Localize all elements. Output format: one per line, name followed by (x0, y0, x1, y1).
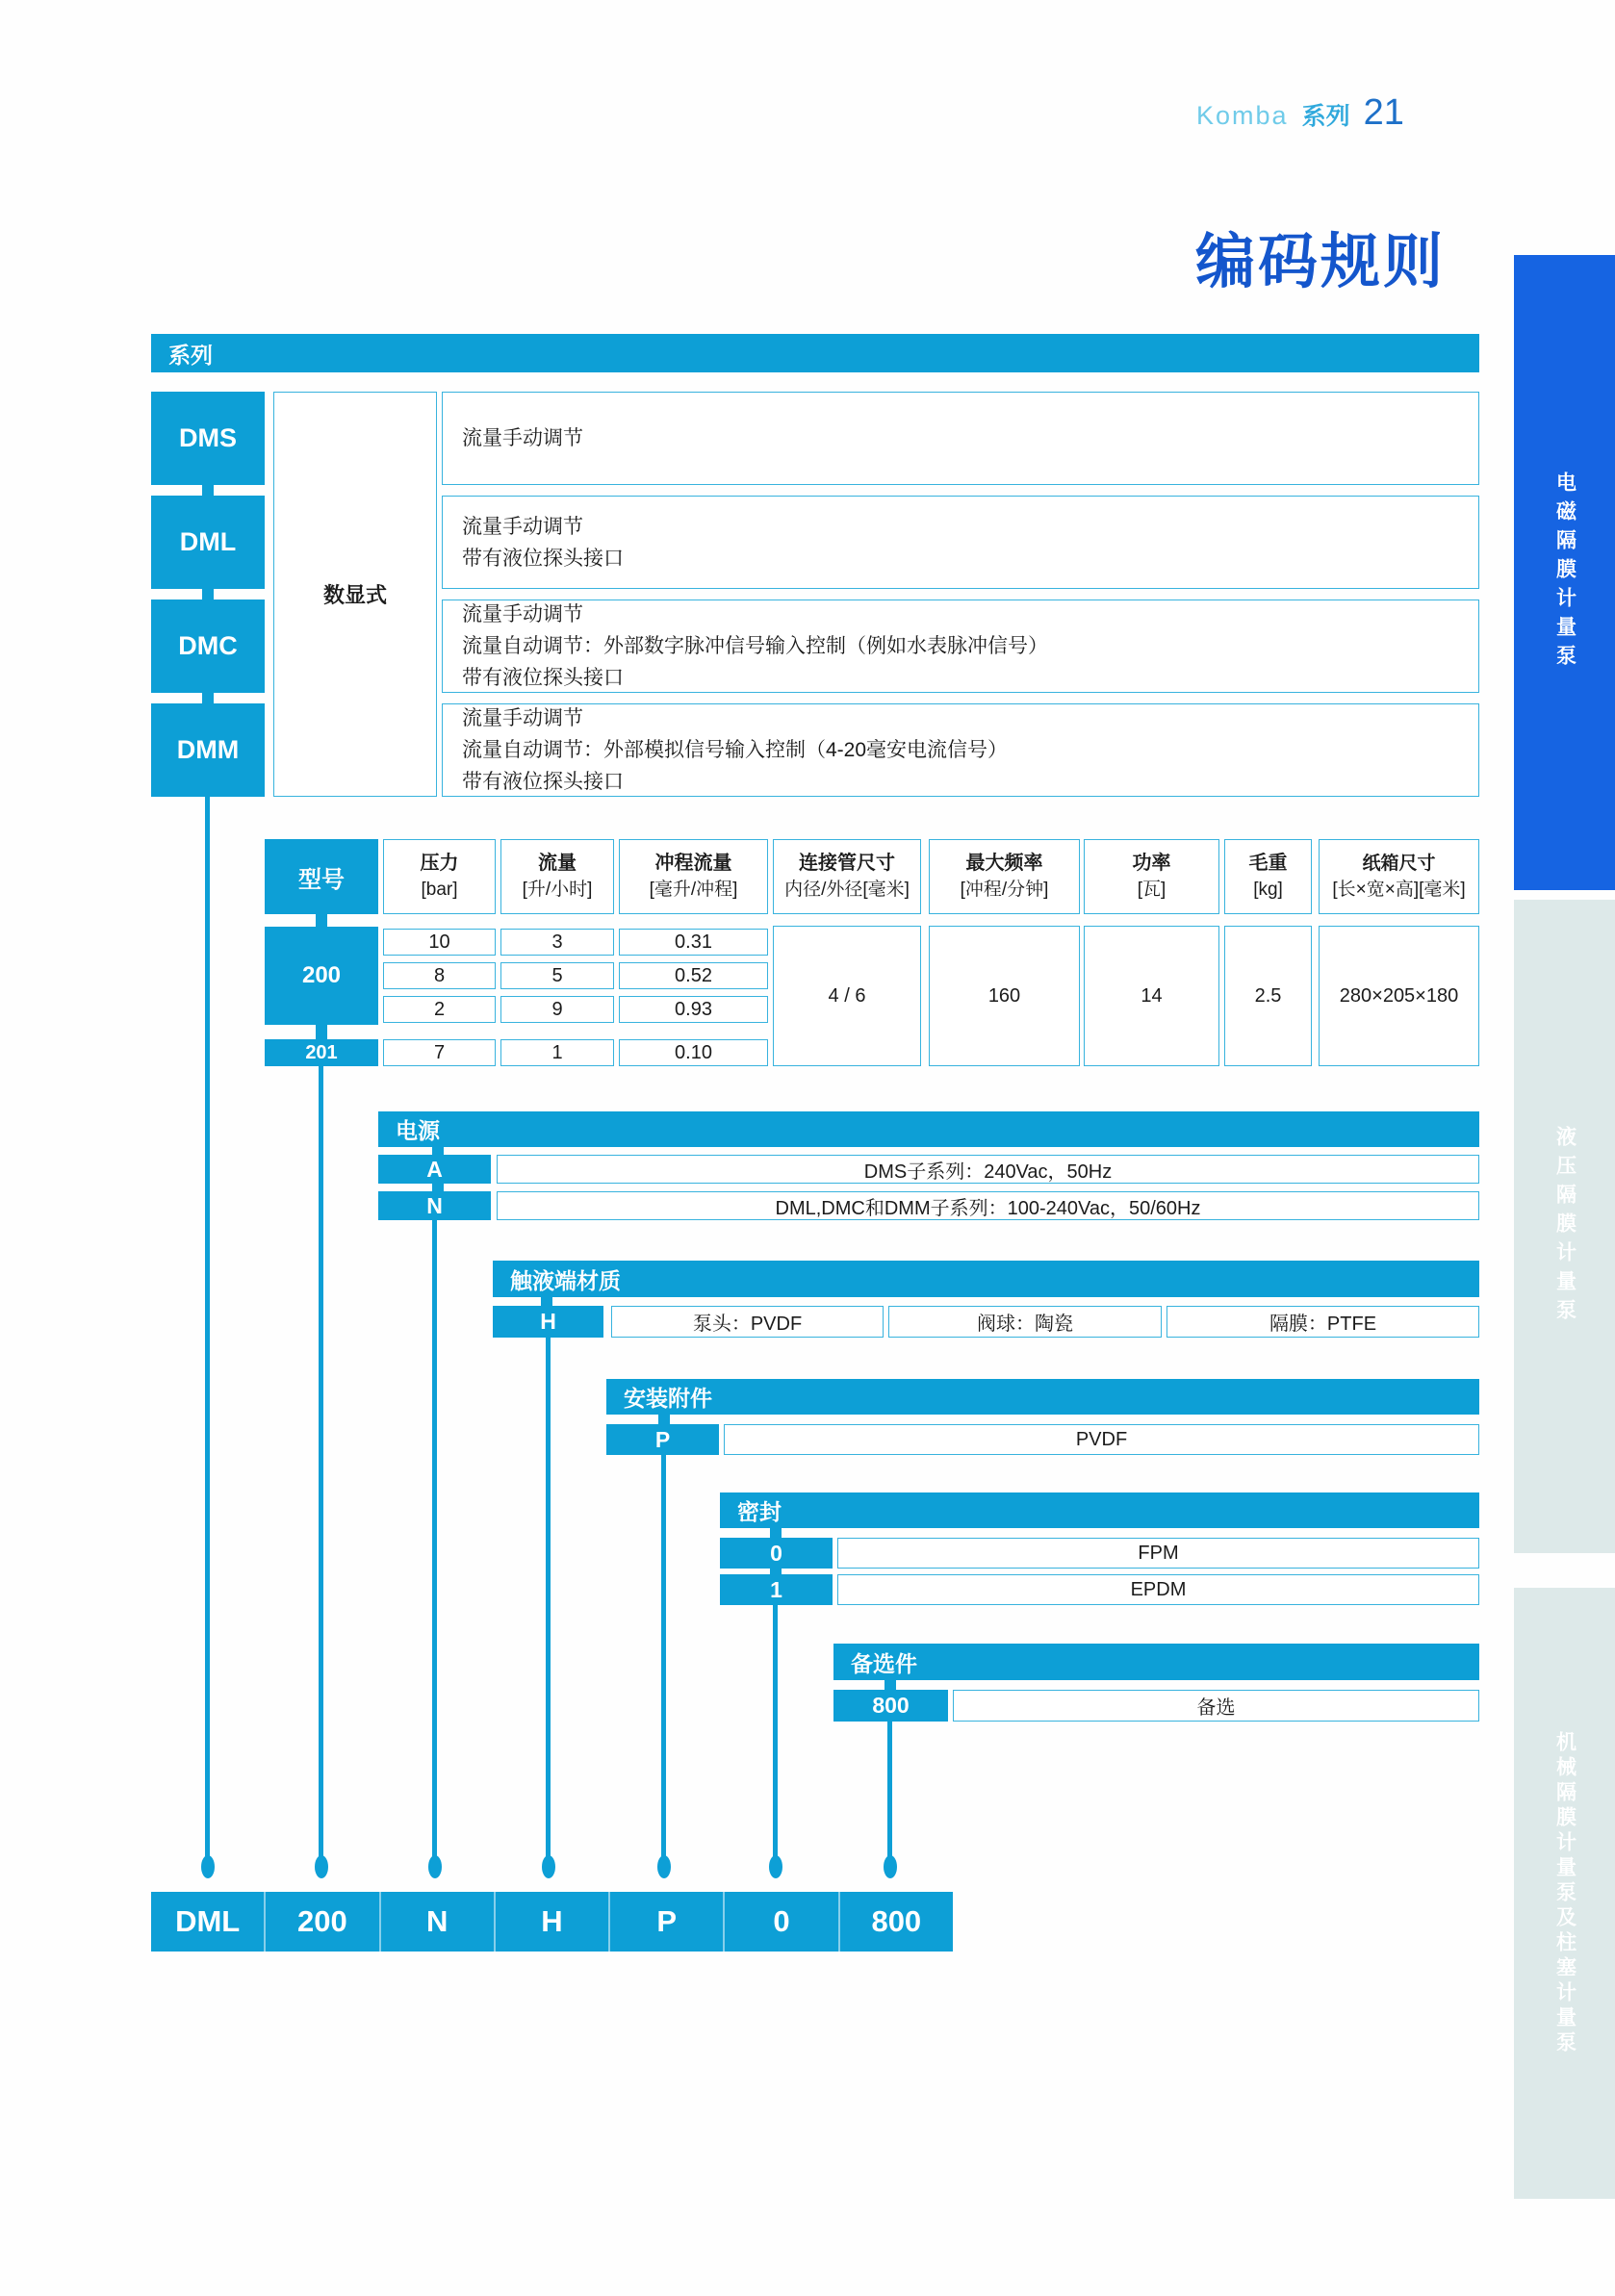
series-desc-dml (442, 496, 1479, 589)
cell-max-frequency: 160 (929, 926, 1080, 1066)
cell-stroke: 0.31 (619, 929, 768, 956)
cell-power: 14 (1084, 926, 1219, 1066)
mounting-value: PVDF (724, 1424, 1479, 1455)
seal-code-1: 1 (720, 1574, 833, 1605)
series-connector-notch (202, 693, 214, 703)
cell-pressure: 2 (383, 996, 496, 1023)
power-section-bar (378, 1111, 1479, 1147)
mounting-code-p: P (606, 1424, 719, 1455)
code-segment-options: 800 (838, 1892, 953, 1952)
col-unit: [冲程/分钟] (960, 880, 1049, 900)
connector-dot (769, 1855, 782, 1878)
power-code-a: A (378, 1155, 491, 1184)
series-code-dml: DML (151, 496, 265, 589)
seal-code-0: 0 (720, 1538, 833, 1569)
col-unit: [bar] (421, 880, 458, 900)
col-name: 流量 (538, 853, 577, 874)
spec-col-pipe (773, 839, 921, 914)
code-segment-material: H (494, 1892, 608, 1952)
power-connector-notch (432, 1147, 444, 1155)
cell-stroke: 0.10 (619, 1039, 768, 1066)
desc-line: 流量手动调节 (462, 603, 583, 625)
desc-line: 带有液位探头接口 (462, 771, 624, 793)
cell-flow: 5 (500, 962, 614, 989)
desc-line: 流量手动调节 (462, 515, 583, 538)
series-code-dmm: DMM (151, 703, 265, 797)
options-section-bar (833, 1644, 1479, 1680)
cell-stroke: 0.52 (619, 962, 768, 989)
mounting-section-bar (606, 1379, 1479, 1415)
page-number: 21 (1363, 92, 1404, 133)
power-connector-notch (432, 1184, 444, 1191)
connector-line-power (432, 1220, 437, 1872)
seal-section-bar (720, 1492, 1479, 1528)
series-desc-dmm (442, 703, 1479, 797)
code-segment-model: 200 (264, 1892, 378, 1952)
spec-model-200: 200 (265, 927, 378, 1025)
seal-section-label: 密封 (737, 1499, 782, 1524)
options-section-label: 备选件 (851, 1650, 917, 1676)
col-unit: 内径/外径[毫米] (784, 880, 910, 900)
cell-flow: 9 (500, 996, 614, 1023)
spec-col-flow (500, 839, 614, 914)
cell-pressure: 8 (383, 962, 496, 989)
spec-col-freq (929, 839, 1080, 914)
spec-col-weight (1224, 839, 1312, 914)
material-diaphragm: 隔膜：PTFE (1166, 1306, 1479, 1338)
spec-col-power (1084, 839, 1219, 914)
col-name: 毛重 (1248, 853, 1288, 874)
cell-pipe-size: 4 / 6 (773, 926, 921, 1066)
model-connector-notch (316, 914, 327, 927)
desc-line: 流量手动调节 (462, 427, 583, 449)
brand-name: Komba (1196, 101, 1289, 130)
connector-line-seal (773, 1605, 778, 1872)
material-section-bar (493, 1261, 1479, 1297)
options-connector-notch (884, 1680, 896, 1690)
spec-col-pressure (383, 839, 496, 914)
connector-line-mounting (661, 1455, 666, 1872)
seal-connector-notch (770, 1528, 782, 1538)
desc-line: 流量自动调节：外部数字脉冲信号输入控制（例如水表脉冲信号） (462, 635, 1048, 657)
series-desc-dmc (442, 600, 1479, 693)
material-valve-ball: 阀球：陶瓷 (888, 1306, 1162, 1338)
power-value-n: DML,DMC和DMM子系列：100-240Vac，50/60Hz (497, 1191, 1479, 1220)
col-unit: [长×宽×高][毫米] (1332, 880, 1466, 900)
page-header (1196, 92, 1404, 134)
seal-value-epdm: EPDM (837, 1574, 1479, 1605)
display-type-cell: 数显式 (273, 392, 437, 797)
connector-dot (657, 1855, 671, 1878)
desc-line: 流量手动调节 (462, 707, 583, 729)
col-name: 最大频率 (965, 853, 1043, 874)
series-section-bar (151, 334, 1479, 372)
mounting-connector-notch (658, 1415, 670, 1424)
cell-pressure: 7 (383, 1039, 496, 1066)
spec-model-201: 201 (265, 1039, 378, 1066)
model-connector-notch (316, 1025, 327, 1039)
sidebar-tab-hydraulic-diaphragm-pumps: 液压隔膜计量泵 (1514, 900, 1615, 1553)
series-connector-notch (202, 485, 214, 496)
material-code-h: H (493, 1306, 603, 1338)
sidebar-tab-mechanical-plunger-pumps: 机械隔膜计量泵及柱塞计量泵 (1514, 1588, 1615, 2199)
spec-model-header: 型号 (265, 839, 378, 914)
code-segment-power: N (379, 1892, 494, 1952)
brand-suffix: 系列 (1301, 103, 1350, 130)
cell-stroke: 0.93 (619, 996, 768, 1023)
desc-line: 带有液位探头接口 (462, 547, 624, 570)
mounting-section-label: 安装附件 (624, 1386, 712, 1411)
cell-carton-size: 280×205×180 (1319, 926, 1479, 1066)
connector-dot (428, 1855, 442, 1878)
col-unit: [升/小时] (522, 880, 593, 900)
col-name: 冲程流量 (654, 853, 732, 874)
connector-line-options (887, 1722, 892, 1872)
spec-col-stroke (619, 839, 768, 914)
col-unit: [毫升/冲程] (649, 880, 738, 900)
series-desc-dms (442, 392, 1479, 485)
sidebar-tab-solenoid-diaphragm-pumps: 电磁隔膜计量泵 (1514, 255, 1615, 890)
connector-line-series (205, 797, 210, 1872)
col-unit: [kg] (1253, 880, 1283, 900)
desc-line: 带有液位探头接口 (462, 667, 624, 689)
cell-flow: 1 (500, 1039, 614, 1066)
col-name: 压力 (420, 853, 459, 874)
col-name: 功率 (1132, 853, 1171, 874)
code-segment-mounting: P (608, 1892, 723, 1952)
power-code-n: N (378, 1191, 491, 1220)
col-name: 连接管尺寸 (799, 853, 895, 874)
cell-flow: 3 (500, 929, 614, 956)
code-segment-seal: 0 (723, 1892, 837, 1952)
connector-dot (315, 1855, 328, 1878)
material-section-label: 触液端材质 (510, 1267, 621, 1293)
spec-col-carton (1319, 839, 1479, 914)
col-name: 纸箱尺寸 (1362, 854, 1436, 874)
desc-line: 流量自动调节：外部模拟信号输入控制（4-20毫安电流信号） (462, 739, 1009, 761)
connector-dot (542, 1855, 555, 1878)
options-code-800: 800 (833, 1690, 948, 1722)
model-code-bar (151, 1892, 953, 1952)
series-code-dms: DMS (151, 392, 265, 485)
seal-value-fpm: FPM (837, 1538, 1479, 1569)
options-value: 备选 (953, 1690, 1479, 1722)
code-segment-series: DML (175, 1904, 241, 1938)
connector-dot (884, 1855, 897, 1878)
connector-dot (201, 1855, 215, 1878)
series-code-dmc: DMC (151, 600, 265, 693)
series-section-label: 系列 (168, 342, 213, 368)
col-unit: [瓦] (1137, 880, 1166, 900)
connector-line-material (546, 1338, 551, 1872)
page-title: 编码规则 (1194, 229, 1446, 295)
material-pump-head: 泵头：PVDF (611, 1306, 884, 1338)
cell-pressure: 10 (383, 929, 496, 956)
cell-gross-weight: 2.5 (1224, 926, 1312, 1066)
connector-line-model (319, 1066, 323, 1872)
power-section-label: 电源 (396, 1118, 440, 1143)
series-connector-notch (202, 589, 214, 600)
power-value-a: DMS子系列：240Vac，50Hz (497, 1155, 1479, 1184)
material-connector-notch (541, 1297, 552, 1306)
